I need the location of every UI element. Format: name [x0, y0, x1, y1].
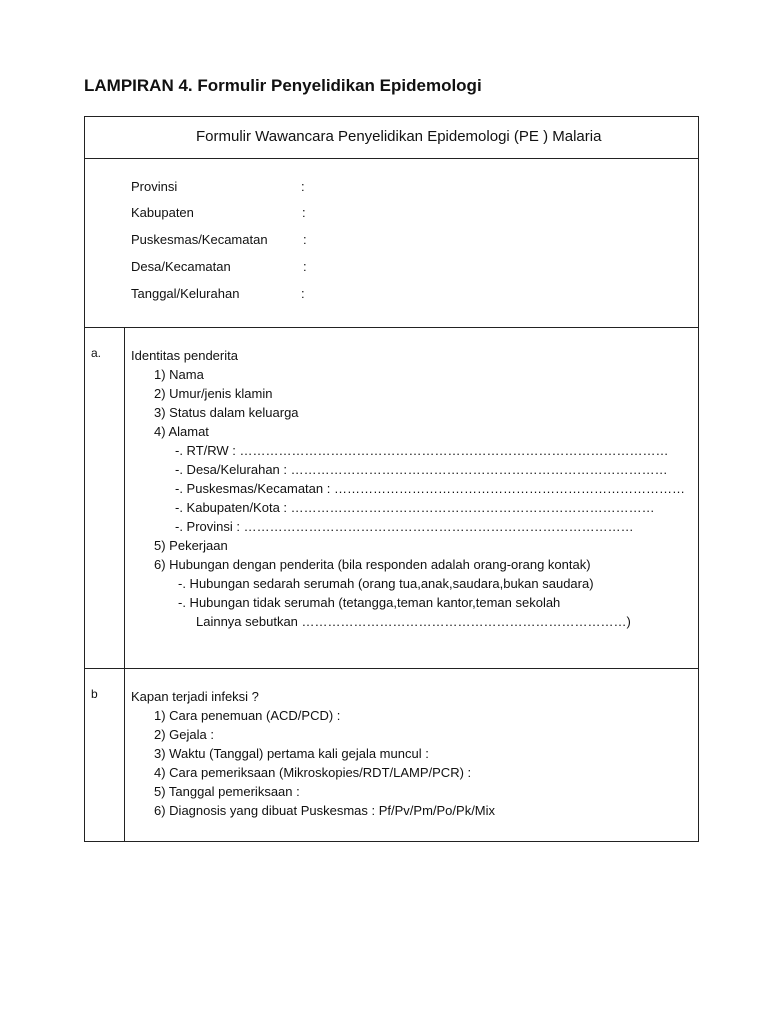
- section-b-letter: b: [91, 687, 98, 701]
- identity-item: 2) Umur/jenis klamin: [154, 386, 273, 401]
- location-label-kabupaten: Kabupaten: [131, 205, 194, 220]
- address-line: -. Desa/Kelurahan : ……………………………………………………………………………: [175, 462, 668, 477]
- section-a: [85, 328, 698, 669]
- location-label-tanggal: Tanggal/Kelurahan: [131, 286, 240, 301]
- identity-item: 3) Status dalam keluarga: [154, 405, 299, 420]
- address-line: -. Puskesmas/Kecamatan : ………………………………………………………………………: [175, 481, 685, 496]
- location-colon: :: [303, 232, 307, 247]
- form-box: [84, 116, 699, 842]
- section-a-letter: a.: [91, 346, 102, 360]
- infection-item: 5) Tanggal pemeriksaan :: [154, 784, 300, 799]
- location-colon: :: [302, 205, 306, 220]
- address-line: -. Provinsi : ………………………………………………………………………………: [175, 519, 634, 534]
- identity-item: 1) Nama: [154, 367, 204, 382]
- section-a-heading: Identitas penderita: [131, 348, 238, 363]
- identity-item: 4) Alamat: [154, 424, 209, 439]
- location-label-desa: Desa/Kecamatan: [131, 259, 231, 274]
- section-b-heading: Kapan terjadi infeksi ?: [131, 689, 259, 704]
- page-title: LAMPIRAN 4. Formulir Penyelidikan Epidemologi: [84, 76, 482, 95]
- infection-item: 1) Cara penemuan (ACD/PCD) :: [154, 708, 341, 723]
- location-colon: :: [301, 286, 305, 301]
- form-title: Formulir Wawancara Penyelidikan Epidemologi (PE ) Malaria: [196, 128, 602, 145]
- location-label-provinsi: Provinsi: [131, 179, 178, 194]
- infection-item: 6) Diagnosis yang dibuat Puskesmas : Pf/Pv/Pm/Po/Pk/Mix: [154, 803, 496, 818]
- location-colon: :: [303, 259, 307, 274]
- location-label-puskesmas: Puskesmas/Kecamatan: [131, 232, 268, 247]
- identity-item-occupation: 5) Pekerjaan: [154, 538, 228, 553]
- location-section: [85, 159, 698, 328]
- infection-item: 4) Cara pemeriksaan (Mikroskopies/RDT/LAMP/PCR) :: [154, 765, 472, 780]
- form-header: [85, 117, 698, 159]
- relationship-option: -. Hubungan sedarah serumah (orang tua,anak,saudara,bukan saudara): [178, 576, 594, 591]
- infection-item: 2) Gejala :: [154, 727, 214, 742]
- identity-item-relationship: 6) Hubungan dengan penderita (bila responden adalah orang-orang kontak): [154, 557, 591, 572]
- address-line: -. RT/RW : ………………………………………………………………………………………: [175, 443, 669, 458]
- section-b: [85, 669, 698, 841]
- relationship-other: Lainnya sebutkan …………………………………………………………………): [196, 614, 631, 629]
- infection-item: 3) Waktu (Tanggal) pertama kali gejala muncul :: [154, 746, 429, 761]
- location-colon: :: [301, 179, 305, 194]
- address-line: -. Kabupaten/Kota : …………………………………………………………………………: [175, 500, 655, 515]
- relationship-option: -. Hubungan tidak serumah (tetangga,teman kantor,teman sekolah: [178, 595, 561, 610]
